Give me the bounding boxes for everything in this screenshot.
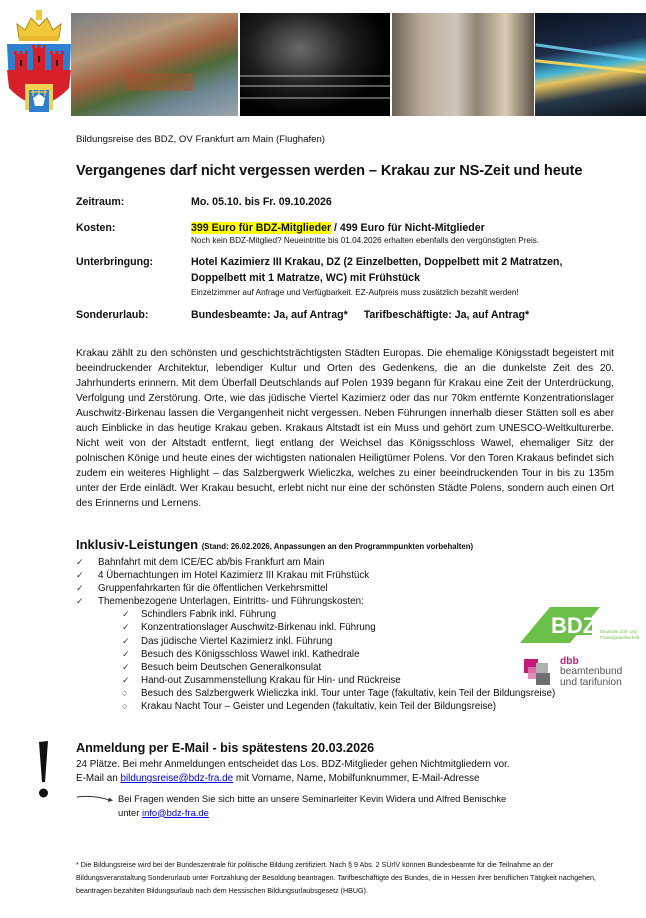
dbb-line2: und tarifunion xyxy=(560,676,622,688)
sonderurlaub-value xyxy=(191,309,529,329)
registration-section xyxy=(76,741,636,819)
photo-wawel-night xyxy=(240,13,390,116)
inclusive-heading xyxy=(76,537,636,552)
sub-list-item: ✓ Schindlers Fabrik inkl. Führung xyxy=(122,609,277,621)
bdz-line1: Deutsche Zoll- und xyxy=(600,629,637,634)
unterbringung-line1: Hotel Kazimierz III Krakau, DZ (2 Einzelbetten, Doppelbett mit 2 Matratzen, xyxy=(191,256,563,268)
check-icon: ✓ xyxy=(76,570,84,581)
header-banner xyxy=(0,8,646,114)
list-item: ✓ Gruppenfahrkarten für die öffentlichen Verkehrsmittel xyxy=(76,583,328,595)
check-icon: ✓ xyxy=(76,596,84,607)
bdz-line2: Finanzgewerkschaft xyxy=(600,635,640,640)
footnote: * Die Bildungsreise wird bei der Bundeszentrale für politische Bildung zertifiziert. Nach § 9 Abs. 2 SUrlV können Bundesbeamte für die Teilnahme an der Bildungsveranstaltung Sonderurlaub unter Fortzahlung der Besoldung beantragen. Tarifbeschäftigte des Bundes, die in Hessen ihrer beruflichen Tätigkeit nachgehen, beantragen bezahlten Bildungsurlaub nach dem Hessischen Bildungsurlaubsgesetz (HBUG). xyxy=(76,861,596,895)
questions-note xyxy=(76,792,636,819)
unterbringung-line2: Doppelbett mit 1 Matratze, WC) mit Frühstück xyxy=(191,272,420,284)
dbb-logo xyxy=(524,657,634,695)
sonderurlaub-tarif: Tarifbeschäftigte: Ja, auf Antrag* xyxy=(363,309,530,321)
unterbringung-note: Einzelzimmer auf Anfrage und Verfügbarkeit. EZ-Aufpreis muss zusätzlich bezahlt werden! xyxy=(191,288,519,297)
sub-list-item-optional: ○ Besuch des Salzbergwerk Wieliczka inkl. Tour unter Tage (fakultativ, kein Teil der Bildungsreise) xyxy=(122,687,556,699)
inclusive-stand-note: (Stand: 26.02.2026, Anpassungen an den Programmpunkten vorbehalten) xyxy=(201,542,474,551)
dbb-line1: beamtenbund xyxy=(560,666,623,678)
krakow-coat-of-arms-icon xyxy=(3,8,75,120)
questions-text: Bei Fragen wenden Sie sich bitte an unsere Seminarleiter Kevin Widera und Alfred Benischke xyxy=(118,793,507,804)
sub-list-item: ✓ Besuch beim Deutschen Generalkonsulat xyxy=(122,661,322,673)
check-icon: ✓ xyxy=(76,557,84,567)
check-icon: ✓ xyxy=(122,674,130,685)
info-row-sonderurlaub xyxy=(76,309,616,329)
check-icon: ✓ xyxy=(122,622,130,633)
registration-text xyxy=(76,758,636,786)
sub-list-item: ✓ Hand-out Zusammenstellung Krakau für Hin- und Rückreise xyxy=(122,674,401,686)
check-icon: ✓ xyxy=(76,583,84,594)
photo-tram-light-trails xyxy=(535,13,646,116)
registration-line2: E-Mail an bildungsreise@bdz-fra.de mit Vorname, Name, Mobilfunknummer, E-Mail-Adresse xyxy=(76,773,480,784)
dbb-squares-icon xyxy=(524,659,552,687)
sub-list-item: ✓ Besuch des Königsschloss Wawel inkl. Kathedrale xyxy=(122,648,360,660)
info-row-zeitraum xyxy=(76,196,616,222)
sonderurlaub-label: Sonderurlaub: xyxy=(76,309,149,321)
registration-line1: 24 Plätze. Bei mehr Anmeldungen entscheidet das Los. BDZ-Mitglieder gehen Nichtmitgliedern vor. xyxy=(76,759,510,770)
dbb-text xyxy=(560,657,622,688)
zeitraum-label: Zeitraum: xyxy=(76,196,125,208)
sub-list-item-optional: ○ Krakau Nacht Tour – Geister und Legenden (fakultativ, kein Teil der Bildungsreise) xyxy=(122,701,497,713)
registration-heading: Anmeldung per E-Mail - bis spätestens 20.03.2026 xyxy=(76,741,375,755)
trip-subtitle: Bildungsreise des BDZ, OV Frankfurt am Main (Flughafen) xyxy=(76,134,326,145)
dbb-abbr: dbb xyxy=(560,656,579,667)
check-icon: ✓ xyxy=(122,648,130,659)
list-item: ✓ Themenbezogene Unterlagen, Eintritts- und Führungskosten: xyxy=(76,596,364,608)
check-icon: ✓ xyxy=(122,609,130,620)
bdz-abbr: BDZ xyxy=(551,613,597,638)
sub-list-item: ✓ Das jüdische Viertel Kazimierz inkl. Führung xyxy=(122,635,333,647)
arrow-right-icon xyxy=(76,794,114,804)
unterbringung-value xyxy=(191,254,562,309)
kosten-value xyxy=(191,222,539,254)
info-row-unterbringung xyxy=(76,254,616,309)
info-row-kosten xyxy=(76,222,616,254)
unterbringung-label: Unterbringung: xyxy=(76,256,154,268)
non-member-price: / 499 Euro für Nicht-Mitglieder xyxy=(331,222,485,234)
questions-contact: unter info@bdz-fra.de xyxy=(118,806,209,818)
kosten-label: Kosten: xyxy=(76,222,116,234)
sub-list-item: ✓ Konzentrationslager Auschwitz-Birkenau inkl. Führung xyxy=(122,622,376,634)
check-icon: ✓ xyxy=(122,635,130,646)
list-item: ✓ Bahnfahrt mit dem ICE/EC ab/bis Frankfurt am Main xyxy=(76,557,325,568)
page-title: Vergangenes darf nicht vergessen werden – Krakau zur NS-Zeit und heute xyxy=(76,163,583,179)
kosten-note: Noch kein BDZ-Mitglied? Neueintritte bis 01.04.2026 erhalten ebenfalls den vergünstigten Preis. xyxy=(191,236,540,245)
photo-aerial-wawel xyxy=(71,13,238,116)
sonderurlaub-beamte: Bundesbeamte: Ja, auf Antrag* xyxy=(191,309,348,321)
circle-bullet-icon: ○ xyxy=(122,701,128,712)
info-email-link[interactable]: info@bdz-fra.de xyxy=(141,806,209,818)
registration-email-link[interactable]: bildungsreise@bdz-fra.de xyxy=(120,773,234,784)
bdz-logo xyxy=(520,605,640,645)
bdz-logo-icon xyxy=(520,605,640,645)
member-price-highlight: 399 Euro für BDZ-Mitglieder xyxy=(191,222,332,234)
check-icon: ✓ xyxy=(122,661,130,672)
description-paragraph: Krakau zählt zu den schönsten und geschichtsträchtigsten Städten Europas. Die ehemalige Königsstadt begeistert mit beeindruckender Architektur, lebendiger Kultur und Orten des Gedenkens, die an die dunkelste Zeit des 20. Jahrhunderts erinnern. Mit dem Überfall Deutschlands auf Polen 1939 begann für Krakau eine Zeit der Unterdrückung, Verfolgung und Zerstörung. Orte, wie das jüdische Viertel Kazimierz oder das nur 70km entfernte Konzentrationslager Auschwitz-Birkenau lassen die Vergangenheit nicht vergessen. Neben Führungen innerhalb dieser Stätten soll es aber auch Einblicke in das heutige Krakau geben. Krakaus Altstadt ist ein Muss und gehört zum UNESCO-Weltkulturerbe. Nicht weit von der Altstadt entfernt, liegt entlang der Weichsel das Königsschloss Wawel, ehemaliger Sitz der polnischen Könige und heute eines der wichtigsten nationalen Heiligtümer Polens. Vor den Toren Krakaus befindet sich zudem ein weiteres Highlight – das Salzbergwerk Wieliczka, welches zu einer beeindruckenden Tour in bis zu 135m unter der Erde einlädt. Wer Krakau besucht, erlebt nicht nur eine der schönsten Städte Polens, sondern auch einen Ort des Erinnerns und Lernens. xyxy=(76,348,614,510)
circle-bullet-icon: ○ xyxy=(122,687,128,698)
exclamation-icon xyxy=(36,740,52,800)
inclusive-list xyxy=(76,556,636,608)
trip-info xyxy=(76,196,616,329)
photo-old-town-street xyxy=(392,13,534,116)
zeitraum-value: Mo. 05.10. bis Fr. 09.10.2026 xyxy=(191,196,332,208)
list-item: ✓ 4 Übernachtungen im Hotel Kazimierz III Krakau mit Frühstück xyxy=(76,570,370,582)
inclusive-heading-text: Inklusiv-Leistungen xyxy=(76,537,199,552)
